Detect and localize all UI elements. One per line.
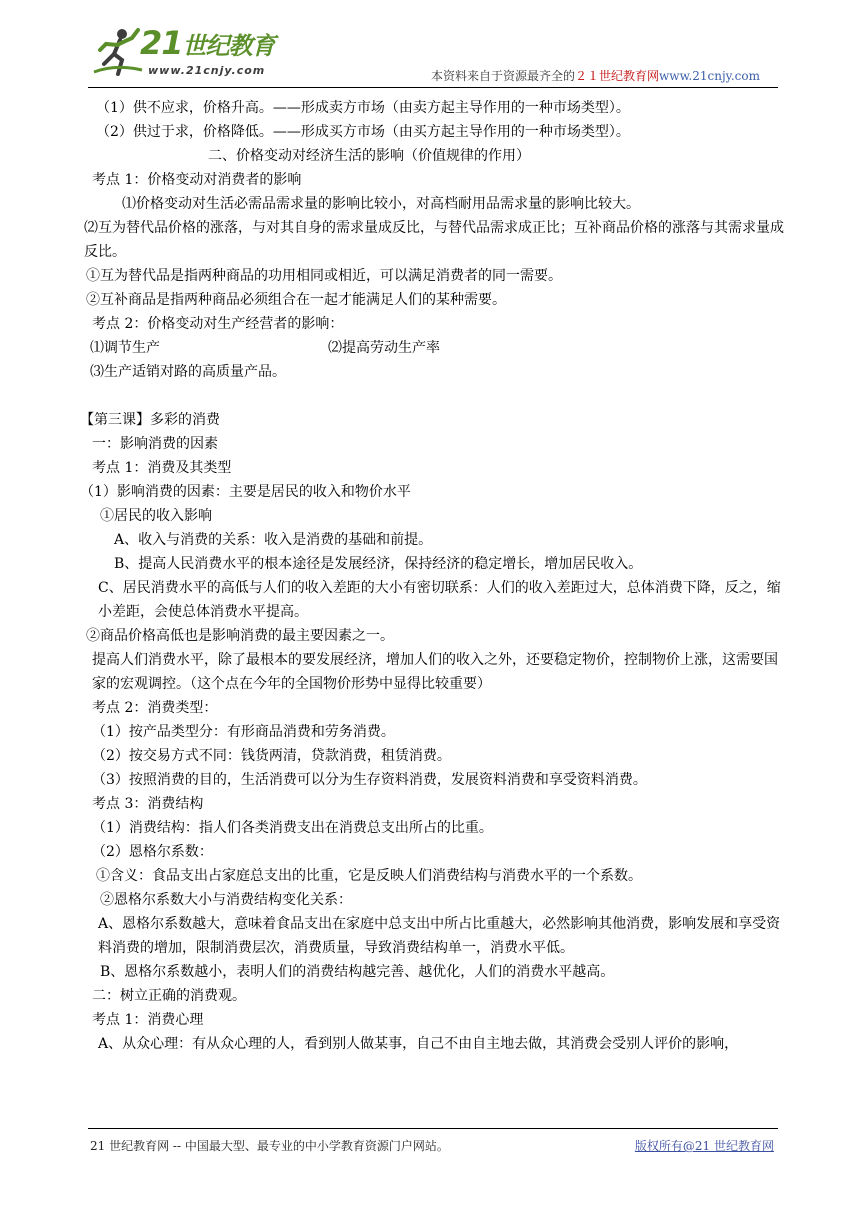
source-note: 本资料来自于资源最齐全的２１世纪教育网www.21cnjy.com <box>430 69 760 83</box>
paragraph <box>78 864 790 888</box>
paragraph <box>78 576 790 624</box>
paragraph <box>78 264 790 288</box>
paragraph-text: （1）按产品类型分：有形商品消费和劳务消费。 <box>92 724 395 740</box>
footer-slogan: 21 世纪教育网 -- 中国最大型、最专业的中小学教育资源门户网站。 <box>90 1139 449 1153</box>
paragraph <box>78 456 790 480</box>
paragraph <box>78 168 790 192</box>
source-url-link[interactable]: www.21cnjy.com <box>659 69 760 83</box>
paragraph-text: B、恩格尔系数越小，表明人们的消费结构越完善、越优化，人们的消费水平越高。 <box>100 964 615 980</box>
paragraph <box>78 960 790 984</box>
footer-copyright-link[interactable]: 版权所有@21 世纪教育网 <box>634 1139 774 1153</box>
paragraph-text: ⑴价格变动对生活必需品需求量的影响比较小，对高档耐用品需求量的影响比较大。 <box>122 196 640 212</box>
paragraph <box>78 888 790 912</box>
paragraph-text: 考点 1：消费心理 <box>92 1012 204 1028</box>
paragraph <box>78 408 790 432</box>
site-logo[interactable] <box>88 20 288 84</box>
paragraph <box>78 1032 790 1056</box>
logo-url: www.21cnjy.com <box>148 64 266 77</box>
paragraph <box>78 552 790 576</box>
paragraph-text: ⑵互为替代品价格的涨落，与对其自身的需求量成反比，与替代品需求成正比；互补商品价格的涨落与其需求量成反比。 <box>84 220 784 260</box>
paragraph-text: ①居民的收入影响 <box>100 508 212 524</box>
paragraph-text: 考点 2：价格变动对生产经营者的影响： <box>92 316 344 332</box>
paragraph-text: （1）消费结构：指人们各类消费支出在消费总支出所占的比重。 <box>92 820 493 836</box>
paragraph <box>78 96 790 120</box>
paragraph <box>78 288 790 312</box>
blank-line <box>78 384 790 408</box>
paragraph-text: 考点 1：消费及其类型 <box>92 460 232 476</box>
paragraph <box>78 504 790 528</box>
paragraph-text: （3）按照消费的目的，生活消费可以分为生存资料消费，发展资料消费和享受资料消费。 <box>92 772 647 788</box>
paragraph-text: （1）供不应求，价格升高。——形成卖方市场（由卖方起主导作用的一种市场类型）。 <box>96 100 630 116</box>
paragraph <box>78 792 790 816</box>
page-header <box>88 20 778 90</box>
paragraph <box>78 120 790 144</box>
paragraph-text: ②恩格尔系数大小与消费结构变化关系： <box>100 892 352 908</box>
paragraph-text: A、从众心理：有从众心理的人，看到别人做某事，自己不由自主地去做，其消费会受别人评价的影响， <box>98 1036 739 1052</box>
paragraph-text: A、恩格尔系数越大，意味着食品支出在家庭中总支出中所占比重越大，必然影响其他消费，影响发展和享受资料消费的增加，限制消费层次，消费质量，导致消费结构单一，消费水平低。 <box>98 916 781 956</box>
paragraph-text: 考点 3：消费结构 <box>92 796 204 812</box>
paragraph <box>78 696 790 720</box>
runner-icon <box>92 26 144 78</box>
paragraph <box>78 912 790 960</box>
paragraph <box>78 528 790 552</box>
paragraph <box>78 1008 790 1032</box>
paragraph-text: 一：影响消费的因素 <box>92 436 218 452</box>
paragraph-text: ②互补商品是指两种商品必须组合在一起才能满足人们的某种需要。 <box>86 292 506 308</box>
paragraph-text: 考点 2：消费类型： <box>92 700 218 716</box>
paragraph <box>78 984 790 1008</box>
paragraph-text: 【第三课】多彩的消费 <box>80 412 220 428</box>
footer-divider <box>88 1128 778 1129</box>
paragraph-text: 提高人们消费水平，除了最根本的要发展经济，增加人们的收入之外，还要稳定物价，控制物价上涨，这需要国家的宏观调控。（这个点在今年的全国物价形势中显得比较重要） <box>92 652 778 692</box>
paragraph <box>78 192 790 216</box>
paragraph <box>78 336 790 360</box>
paragraph <box>78 144 790 168</box>
paragraph-text: （1）影响消费的因素：主要是居民的收入和物价水平 <box>80 484 411 500</box>
header-divider <box>88 87 778 88</box>
paragraph-text: ②商品价格高低也是影响消费的最主要因素之一。 <box>86 628 394 644</box>
paragraph <box>78 816 790 840</box>
paragraph-text: A、收入与消费的关系：收入是消费的基础和前提。 <box>114 532 433 548</box>
document-body <box>78 96 790 1056</box>
paragraph <box>78 720 790 744</box>
paragraph-text: ⑴调节生产 <box>90 340 160 356</box>
logo-wordmark: 21世纪教育 <box>140 24 275 62</box>
paragraph-text: ①含义：食品支出占家庭总支出的比重，它是反映人们消费结构与消费水平的一个系数。 <box>96 868 642 884</box>
paragraph <box>78 648 790 696</box>
paragraph-text-col2: ⑵提高劳动生产率 <box>328 340 440 356</box>
paragraph-text: C、居民消费水平的高低与人们的收入差距的大小有密切联系：人们的收入差距过大，总体消费下降，反之，缩小差距，会使总体消费水平提高。 <box>98 580 781 620</box>
paragraph <box>78 840 790 864</box>
paragraph-text: （2）按交易方式不同：钱货两清，贷款消费，租赁消费。 <box>92 748 451 764</box>
paragraph-text: （2）恩格尔系数： <box>92 844 213 860</box>
paragraph <box>78 768 790 792</box>
paragraph-text: 考点 1：价格变动对消费者的影响 <box>92 172 302 188</box>
paragraph <box>78 744 790 768</box>
paragraph <box>78 624 790 648</box>
paragraph <box>78 312 790 336</box>
paragraph-text: 二：树立正确的消费观。 <box>92 988 246 1004</box>
paragraph-text: 二、价格变动对经济生活的影响（价值规律的作用） <box>208 148 530 164</box>
paragraph-text: （2）供过于求，价格降低。——形成买方市场（由买方起主导作用的一种市场类型）。 <box>96 124 630 140</box>
paragraph <box>78 360 790 384</box>
paragraph <box>78 216 790 264</box>
paragraph-text: B、提高人民消费水平的根本途径是发展经济，保持经济的稳定增长，增加居民收入。 <box>114 556 643 572</box>
paragraph <box>78 480 790 504</box>
paragraph-text: ①互为替代品是指两种商品的功用相同或相近，可以满足消费者的同一需要。 <box>86 268 562 284</box>
paragraph <box>78 432 790 456</box>
paragraph-text: ⑶生产适销对路的高质量产品。 <box>90 364 286 380</box>
